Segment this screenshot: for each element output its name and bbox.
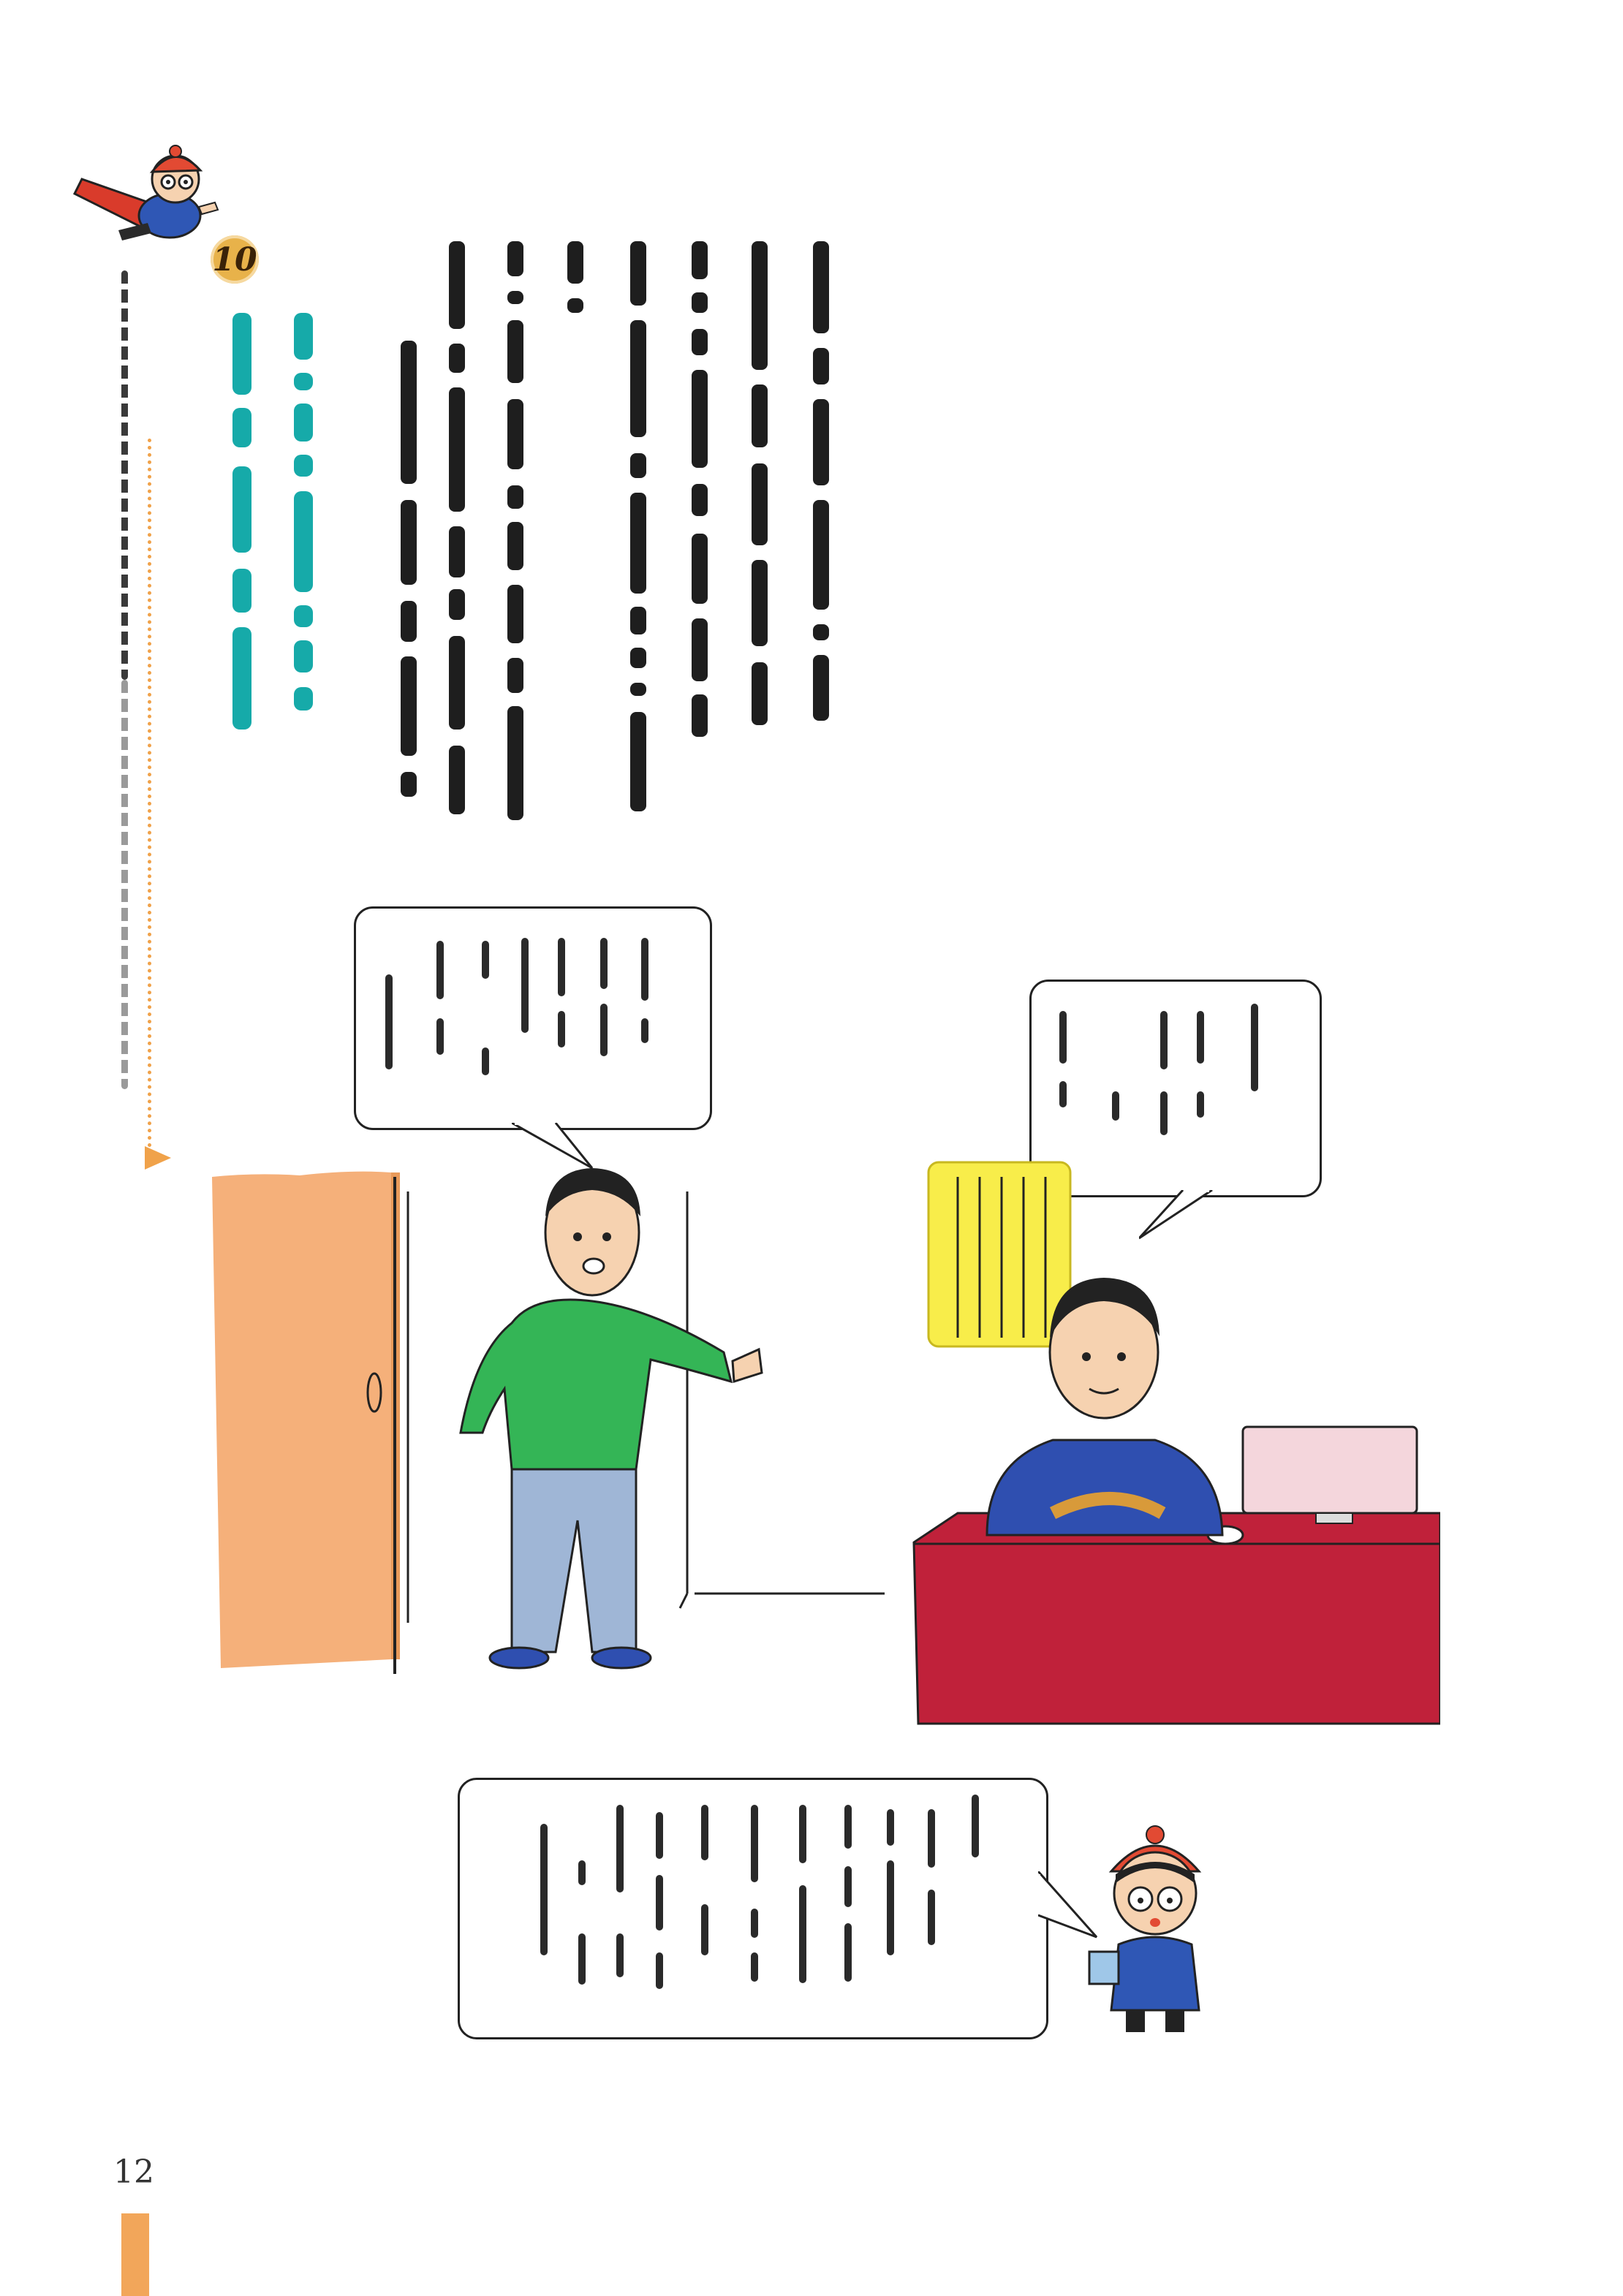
page-tab — [121, 2213, 149, 2296]
running-header — [110, 270, 139, 1089]
lesson-number-badge — [211, 235, 259, 284]
flying-boy-mascot-icon — [67, 135, 224, 266]
speech-bubble-boy — [458, 1778, 1048, 2039]
rule-arrow-icon — [143, 1145, 173, 1175]
office-illustration — [212, 1140, 1440, 1743]
lesson-number: 10 — [212, 240, 257, 279]
boy-mascot-icon — [1082, 1813, 1228, 2042]
speech-bubble-man-green — [354, 906, 712, 1130]
page-number: 12 — [113, 2153, 154, 2191]
dotted-rule — [148, 439, 151, 1148]
